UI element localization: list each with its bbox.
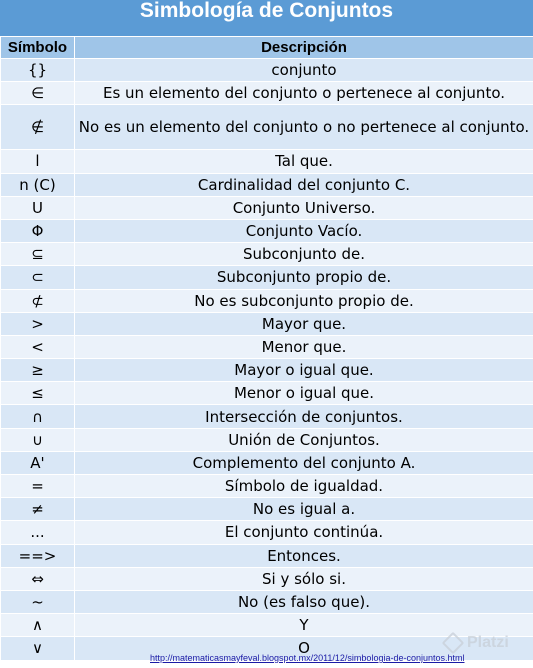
table-row xyxy=(1,451,533,474)
table-row xyxy=(1,59,533,82)
symbols-table xyxy=(0,36,533,661)
description-cell: Intersección de conjuntos. xyxy=(75,405,533,428)
symbol-cell: ⊆ xyxy=(1,243,75,266)
table-row xyxy=(1,289,533,312)
symbol-cell: ∪ xyxy=(1,428,75,451)
description-cell: Y xyxy=(75,614,533,637)
source-link[interactable]: http://matematicasmayfeval.blogspot.mx/2011/12/simbologia-de-conjuntos.html xyxy=(150,653,465,663)
table-row xyxy=(1,312,533,335)
description-cell: Entonces. xyxy=(75,544,533,567)
symbol-cell: > xyxy=(1,312,75,335)
symbol-cell: n (C) xyxy=(1,173,75,196)
description-cell: No es subconjunto propio de. xyxy=(75,289,533,312)
description-cell: O xyxy=(75,637,533,660)
table-row xyxy=(1,243,533,266)
description-cell: Subconjunto de. xyxy=(75,243,533,266)
symbol-cell: ⊂ xyxy=(1,266,75,289)
symbol-cell: ∉ xyxy=(1,105,75,150)
symbol-cell: ∧ xyxy=(1,614,75,637)
description-cell: Menor que. xyxy=(75,335,533,358)
symbol-cell: A' xyxy=(1,451,75,474)
description-cell: Símbolo de igualdad. xyxy=(75,475,533,498)
symbol-cell: ==> xyxy=(1,544,75,567)
table-row xyxy=(1,266,533,289)
table-row xyxy=(1,590,533,613)
header-row xyxy=(1,37,533,59)
symbol-cell: ... xyxy=(1,521,75,544)
table-row xyxy=(1,405,533,428)
description-cell: Subconjunto propio de. xyxy=(75,266,533,289)
column-header-description: Descripción xyxy=(75,37,533,59)
table-row xyxy=(1,150,533,173)
table-row xyxy=(1,219,533,242)
symbol-cell: ~ xyxy=(1,590,75,613)
table-row xyxy=(1,335,533,358)
table-row xyxy=(1,567,533,590)
description-cell: No (es falso que). xyxy=(75,590,533,613)
description-cell: Complemento del conjunto A. xyxy=(75,451,533,474)
symbol-cell: = xyxy=(1,475,75,498)
platzi-logo-icon xyxy=(442,632,465,655)
platzi-watermark xyxy=(445,634,509,652)
symbol-cell: ≠ xyxy=(1,498,75,521)
table-title-text: Simbología de Conjuntos xyxy=(139,0,394,22)
table-title xyxy=(0,0,533,36)
description-cell: Es un elemento del conjunto o pertenece al conjunto. xyxy=(75,82,533,105)
description-cell: Mayor o igual que. xyxy=(75,359,533,382)
description-cell: Conjunto Vacío. xyxy=(75,219,533,242)
symbol-cell: ⊄ xyxy=(1,289,75,312)
symbol-cell: ∈ xyxy=(1,82,75,105)
symbol-cell: {} xyxy=(1,59,75,82)
symbol-cell: Φ xyxy=(1,219,75,242)
symbol-cell: ∨ xyxy=(1,637,75,660)
table-row xyxy=(1,105,533,150)
symbol-cell: ≥ xyxy=(1,359,75,382)
table-row xyxy=(1,359,533,382)
description-cell: Si y sólo si. xyxy=(75,567,533,590)
description-cell: conjunto xyxy=(75,59,533,82)
symbol-cell: ≤ xyxy=(1,382,75,405)
description-cell: Mayor que. xyxy=(75,312,533,335)
description-cell: Cardinalidad del conjunto C. xyxy=(75,173,533,196)
table-row xyxy=(1,544,533,567)
description-cell: Menor o igual que. xyxy=(75,382,533,405)
table-row xyxy=(1,521,533,544)
table-row xyxy=(1,428,533,451)
description-cell: No es igual a. xyxy=(75,498,533,521)
description-cell: No es un elemento del conjunto o no pertenece al conjunto. xyxy=(75,105,533,150)
watermark-text: Platzi xyxy=(467,634,509,651)
description-cell: Tal que. xyxy=(75,150,533,173)
table-row xyxy=(1,196,533,219)
symbol-cell: ⇔ xyxy=(1,567,75,590)
column-header-symbol: Símbolo xyxy=(1,37,75,59)
symbol-cell: l xyxy=(1,150,75,173)
description-cell: El conjunto continúa. xyxy=(75,521,533,544)
symbol-cell: ∩ xyxy=(1,405,75,428)
table-row xyxy=(1,475,533,498)
table-row xyxy=(1,82,533,105)
description-cell: Unión de Conjuntos. xyxy=(75,428,533,451)
table-row xyxy=(1,498,533,521)
table-row xyxy=(1,173,533,196)
symbol-cell: U xyxy=(1,196,75,219)
symbol-cell: < xyxy=(1,335,75,358)
table-row xyxy=(1,382,533,405)
description-cell: Conjunto Universo. xyxy=(75,196,533,219)
